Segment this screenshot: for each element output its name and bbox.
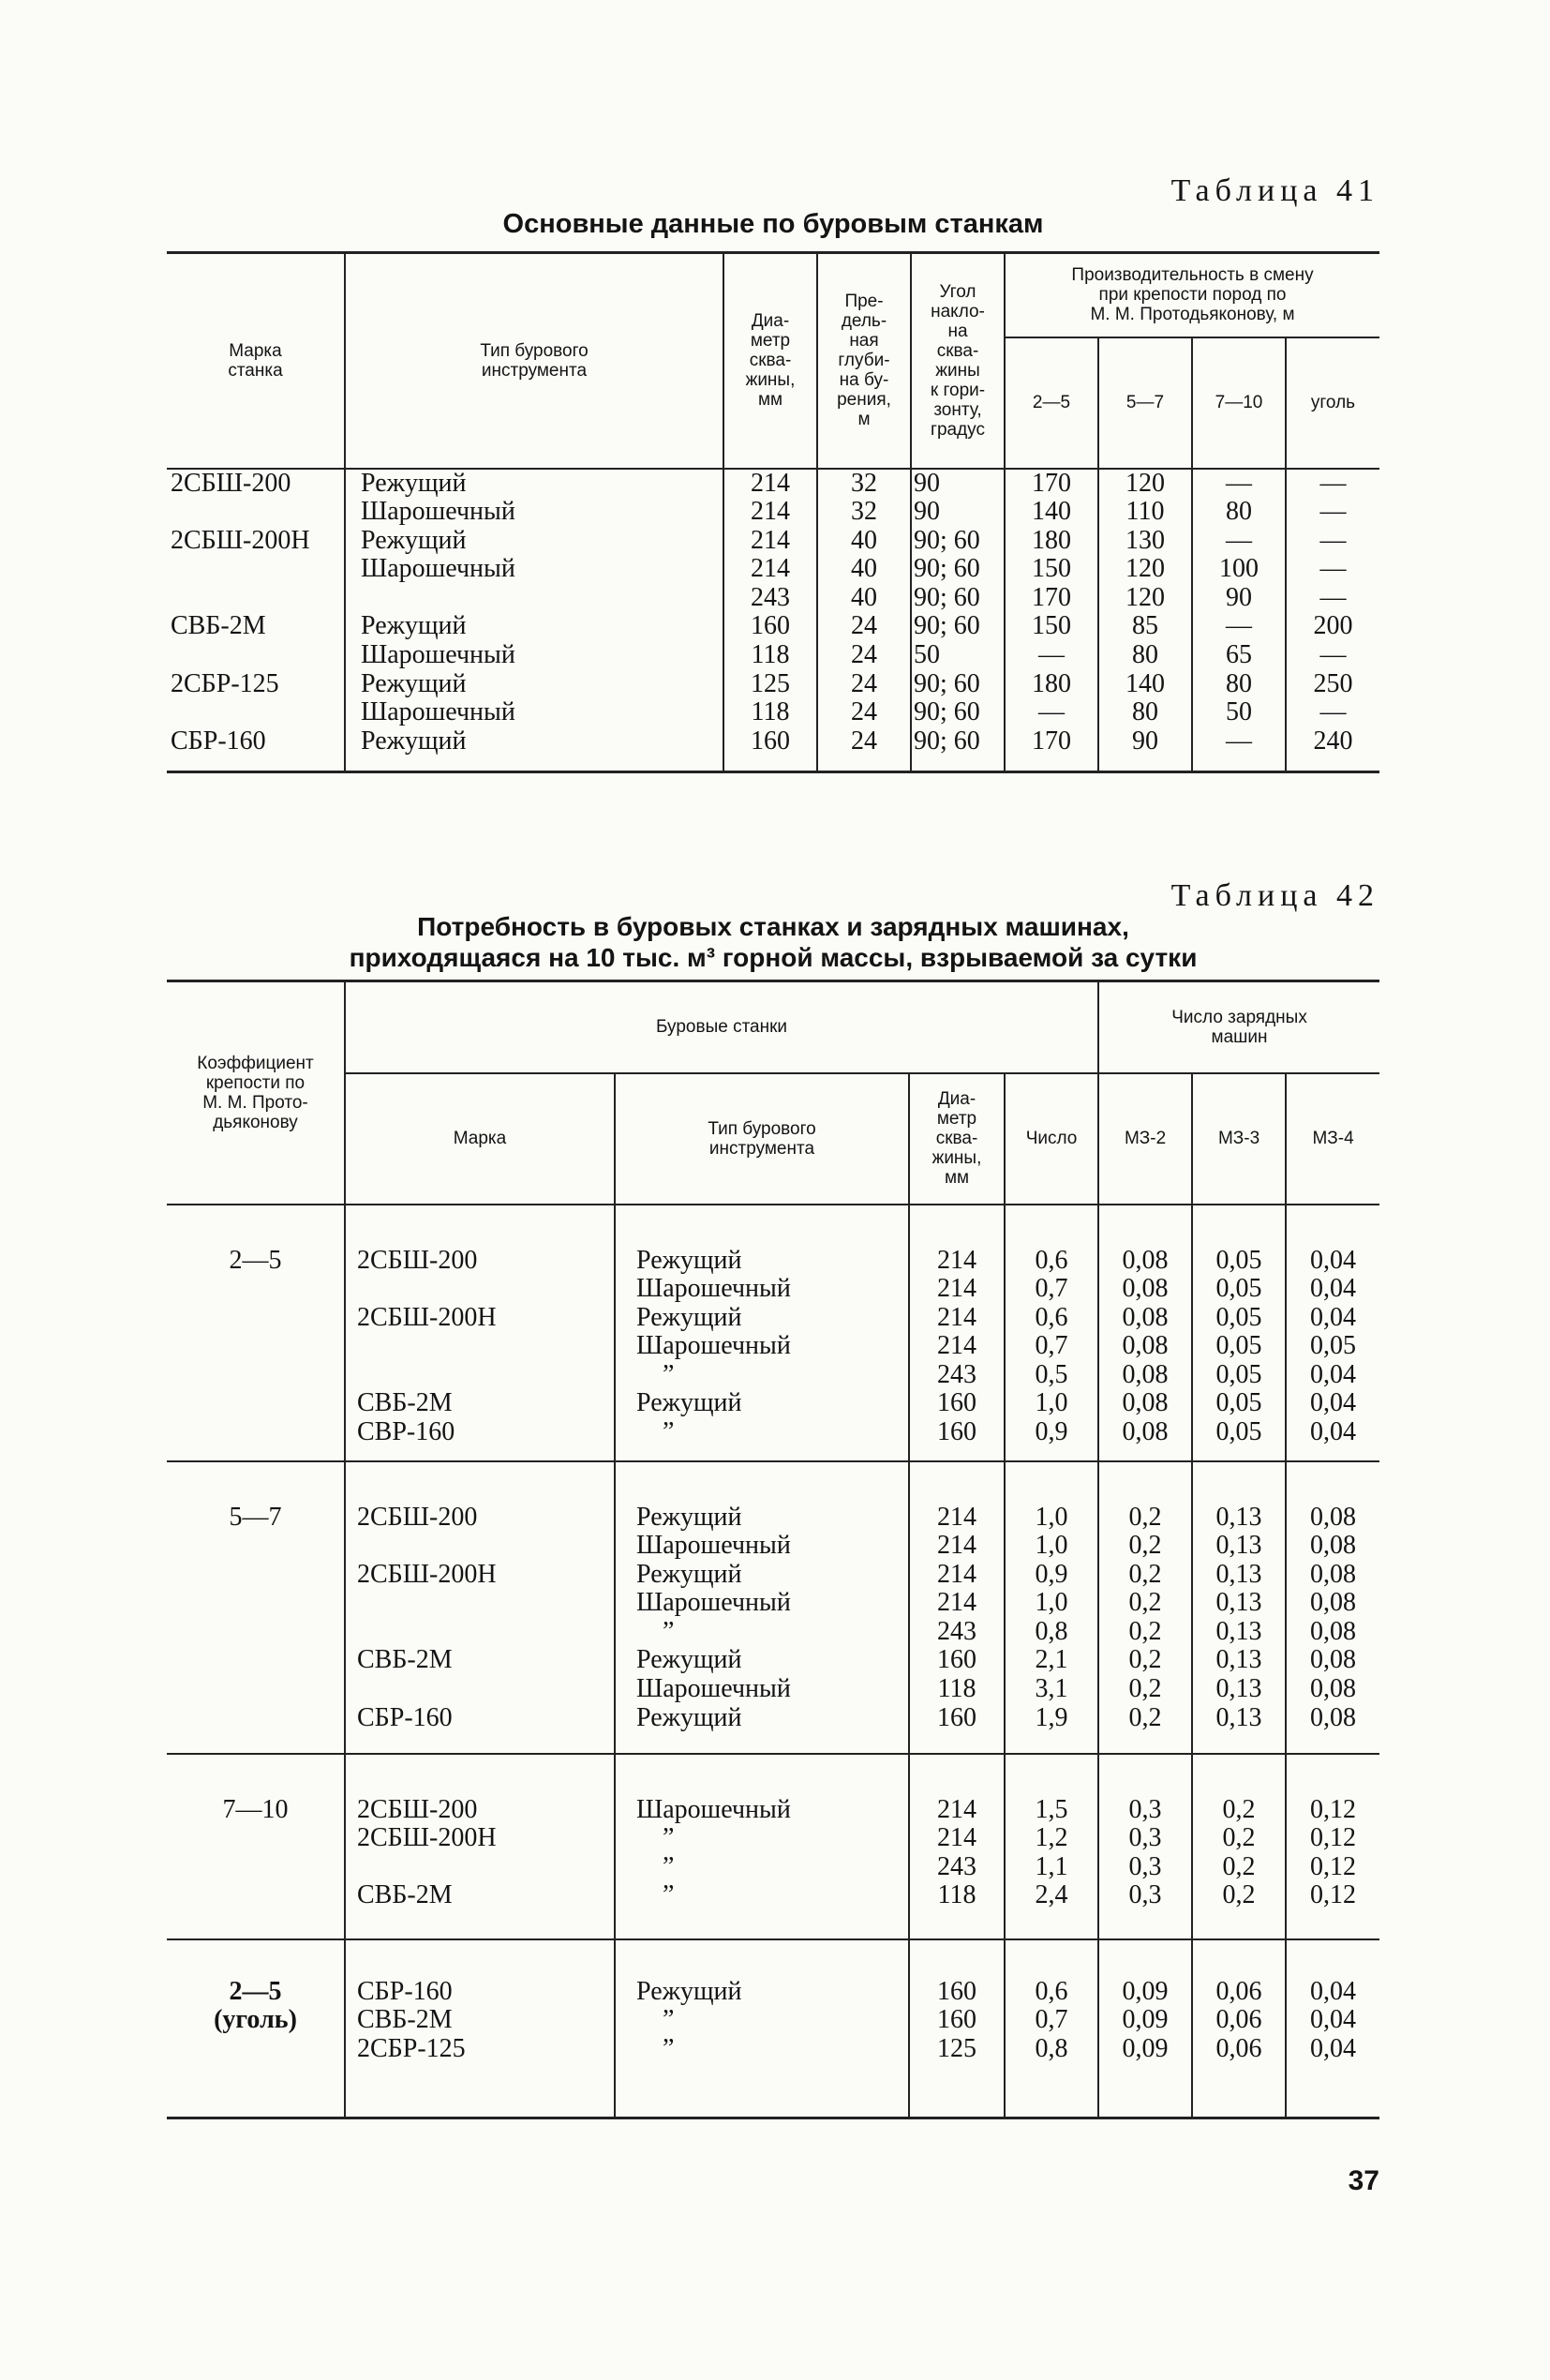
t42-marka: СБР-160 СВБ-2М 2СБР-125 [345,1939,615,2118]
t42-group-row [167,1205,1379,1461]
t42-tip: Режущий Шарошечный Режущий Шарошечный ” Режущий Шарошечный Режущий [615,1461,909,1754]
book-page [167,0,1379,2380]
t42-mz4: 0,04 0,04 0,04 0,05 0,04 0,04 0,04 [1286,1205,1379,1461]
t41-col-depth: 32 32 40 40 40 24 24 24 24 24 [817,470,911,756]
table-42-title-line2: приходящаяся на 10 тыс. м³ горной массы, взрываемой за сутки [349,943,1198,972]
t42-mz4: 0,04 0,04 0,04 [1286,1939,1379,2118]
t42-tip: Режущий Шарошечный Режущий Шарошечный ” Режущий ” [615,1205,909,1461]
t42-marka: 2СБШ-200 2СБШ-200Н СВБ-2М СВР-160 [345,1205,615,1461]
t42-header-chislo: Число [1005,1073,1098,1205]
t41-col-angle: 90 90 90; 60 90; 60 90; 60 90; 60 50 90; 60 90; 60 90; 60 [911,470,1005,756]
t42-diameter: 160 160 125 [909,1939,1005,2118]
t42-header-mz4: МЗ-4 [1286,1073,1379,1205]
t42-mz3: 0,2 0,2 0,2 0,2 [1192,1754,1286,1939]
table-42-title-line1: Потребность в буровых станках и зарядных машинах, [417,912,1129,941]
t42-mz3: 0,13 0,13 0,13 0,13 0,13 0,13 0,13 0,13 [1192,1461,1286,1754]
t41-header-p2: 5—7 [1098,337,1192,469]
t42-mz2: 0,08 0,08 0,08 0,08 0,08 0,08 0,08 [1098,1205,1192,1461]
t41-header-p1: 2—5 [1005,337,1098,469]
t42-tip: Режущий ” ” [615,1939,909,2118]
t42-marka: 2СБШ-200 2СБШ-200Н СВБ-2М СБР-160 [345,1461,615,1754]
t41-header-productivity: Производительность в смену при крепости пород по М. М. Протодьяконову, м [1005,253,1379,337]
table-41 [167,251,1379,773]
t41-header-tip: Тип бурового инструмента [345,253,723,469]
t41-col-p4: — — — — — 200 — 250 — 240 [1286,470,1379,756]
t42-group-row [167,1754,1379,1939]
t42-header-stanki: Буровые станки [345,981,1098,1073]
t41-col-marka: 2СБШ-200 2СБШ-200Н СВБ-2М 2СБР-125 СБР-160 [171,468,310,756]
t41-col-tip: Режущий Шарошечный Режущий Шарошечный Режущий Шарошечный Режущий Шарошечный Режущий [345,470,723,756]
t42-header-mz3: МЗ-3 [1192,1073,1286,1205]
table-41-title: Основные данные по буровым станкам [502,209,1044,239]
t42-header-diameter: Диа- метр сква- жины, мм [909,1073,1005,1205]
t41-header-marka: Марка станка [167,253,345,469]
t42-chislo: 1,5 1,2 1,1 2,4 [1005,1754,1098,1939]
t42-header-tip: Тип бурового инструмента [615,1073,909,1205]
t42-chislo: 0,6 0,7 0,6 0,7 0,5 1,0 0,9 [1005,1205,1098,1461]
t41-header-diameter: Диа- метр сква- жины, мм [723,253,817,469]
t42-diameter: 214 214 214 214 243 160 160 [909,1205,1005,1461]
t41-header-angle: Угол накло- на сква- жины к гори- зонту, градус [911,253,1005,469]
t41-col-p3: — 80 — 100 90 — 65 80 50 — [1192,470,1286,756]
t42-chislo: 0,6 0,7 0,8 [1005,1939,1098,2118]
t42-koef: 5—7 [229,1502,282,1532]
t42-marka: 2СБШ-200 2СБШ-200Н СВБ-2М [345,1754,615,1939]
t42-mz3: 0,05 0,05 0,05 0,05 0,05 0,05 0,05 [1192,1205,1286,1461]
t41-col-diameter: 214 214 214 214 243 160 118 125 118 160 [723,470,817,756]
t42-header-koef: Коэффициент крепости по М. М. Прото- дьяконову [167,981,345,1205]
t42-mz2: 0,09 0,09 0,09 [1098,1939,1192,2118]
t42-mz4: 0,08 0,08 0,08 0,08 0,08 0,08 0,08 0,08 [1286,1461,1379,1754]
page-number: 37 [1348,2165,1379,2196]
t42-group-row [167,1461,1379,1754]
t41-col-p1: 170 140 180 150 170 150 — 180 — 170 [1005,470,1098,756]
t42-koef: 2—5 [229,1245,282,1275]
table-42-number: Таблица 42 [1170,878,1379,913]
table-41-number: Таблица 41 [1170,173,1379,208]
t42-mz2: 0,2 0,2 0,2 0,2 0,2 0,2 0,2 0,2 [1098,1461,1192,1754]
table-42 [167,980,1379,2119]
t42-tip: Шарошечный ” ” ” [615,1754,909,1939]
t42-koef: 7—10 [222,1794,289,1824]
t42-header-mz2: МЗ-2 [1098,1073,1192,1205]
t41-col-p2: 120 110 130 120 120 85 80 140 80 90 [1098,470,1192,756]
t41-header-depth: Пре- дель- ная глуби- на бу- рения, м [817,253,911,469]
t42-mz2: 0,3 0,3 0,3 0,3 [1098,1754,1192,1939]
t42-koef: 2—5 (уголь) [214,1976,297,2035]
t42-chislo: 1,0 1,0 0,9 1,0 0,8 2,1 3,1 1,9 [1005,1461,1098,1754]
t42-diameter: 214 214 214 214 243 160 118 160 [909,1461,1005,1754]
t41-body-row [167,470,1379,756]
t42-mz3: 0,06 0,06 0,06 [1192,1939,1286,2118]
t41-header-p4: уголь [1286,337,1379,469]
t42-header-marka: Марка [345,1073,615,1205]
t42-header-mashiny: Число зарядных машин [1098,981,1379,1073]
t42-mz4: 0,12 0,12 0,12 0,12 [1286,1754,1379,1939]
t41-header-p3: 7—10 [1192,337,1286,469]
t42-group-row [167,1939,1379,2118]
t42-diameter: 214 214 243 118 [909,1754,1005,1939]
